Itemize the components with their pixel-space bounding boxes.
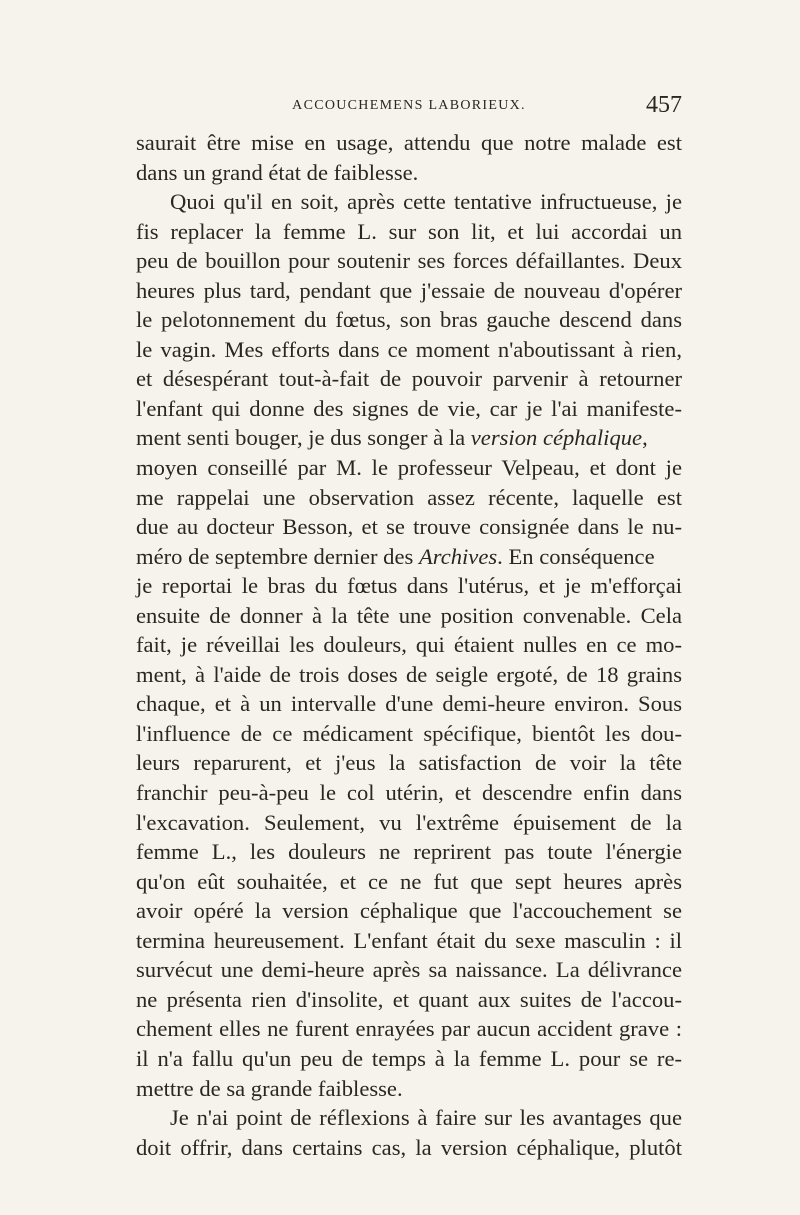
text-line: femme L., les douleurs ne reprirent pas toute l'énergie xyxy=(136,839,682,865)
text-line: l'enfant qui donne des signes de vie, car je l'ai manifeste- xyxy=(136,395,682,421)
text-line: leurs reparurent, et j'eus la satisfaction de voir la tête xyxy=(136,750,682,776)
text-line: dans un grand état de faiblesse. xyxy=(136,159,419,185)
text-line: ensuite de donner à la tête une position convenable. Cela xyxy=(136,602,682,628)
text-line: le pelotonnement du fœtus, son bras gauche descend dans xyxy=(136,307,682,333)
paragraph-2 xyxy=(136,187,682,1103)
paragraph-1 xyxy=(136,128,682,187)
text-line: fait, je réveillai les douleurs, qui étaient nulles en ce mo- xyxy=(136,632,682,658)
text-line: due au docteur Besson, et se trouve consignée dans le nu- xyxy=(136,514,682,540)
text-line: chement elles ne furent enrayées par aucun accident grave : xyxy=(136,1016,682,1042)
text-line: heures plus tard, pendant que j'essaie de nouveau d'opérer xyxy=(136,277,682,303)
text-line: peu de bouillon pour soutenir ses forces défaillantes. Deux xyxy=(136,248,682,274)
page-header xyxy=(136,92,682,126)
text-line: Quoi qu'il en soit, après cette tentative infructueuse, je xyxy=(170,189,682,215)
text-line: ne présenta rien d'insolite, et quant aux suites de l'accou- xyxy=(136,986,682,1012)
text-line: je reportai le bras du fœtus dans l'utérus, et je m'efforçai xyxy=(136,573,682,599)
text-line: moyen conseillé par M. le professeur Velpeau, et dont je xyxy=(136,455,682,481)
text-line: termina heureusement. L'enfant était du sexe masculin : il xyxy=(136,927,682,953)
text-line: avoir opéré la version céphalique que l'accouchement se xyxy=(136,898,682,924)
text-line: chaque, et à un intervalle d'une demi-heure environ. Sous xyxy=(136,691,682,717)
text-line: franchir peu-à-peu le col utérin, et descendre enfin dans xyxy=(136,780,682,806)
text-line: doit offrir, dans certains cas, la version céphalique, plutôt xyxy=(136,1134,682,1160)
text-fragment: . En conséquence xyxy=(497,543,655,569)
text-line-mixed xyxy=(136,423,682,453)
text-line-mixed xyxy=(136,542,682,572)
text-line: mettre de sa grande faiblesse. xyxy=(136,1075,403,1101)
text-fragment: méro de septembre dernier des xyxy=(136,543,419,569)
text-line: et désespérant tout-à-fait de pouvoir parvenir à retourner xyxy=(136,366,682,392)
paragraph-3 xyxy=(136,1103,682,1162)
text-line: il n'a fallu qu'un peu de temps à la femme L. pour se re- xyxy=(136,1045,682,1071)
text-fragment: , xyxy=(642,425,648,451)
text-line: Je n'ai point de réflexions à faire sur les avantages que xyxy=(170,1105,682,1131)
text-line: fis replacer la femme L. sur son lit, et lui accordai un xyxy=(136,218,682,244)
text-line: qu'on eût souhaitée, et ce ne fut que sept heures après xyxy=(136,868,682,894)
text-line: me rappelai une observation assez récente, laquelle est xyxy=(136,484,682,510)
text-fragment: ment senti bouger, je dus songer à la xyxy=(136,425,471,451)
text-line: le vagin. Mes efforts dans ce moment n'aboutissant à rien, xyxy=(136,336,682,362)
running-head: ACCOUCHEMENS LABORIEUX. xyxy=(292,98,526,113)
text-line: ment, à l'aide de trois doses de seigle ergoté, de 18 grains xyxy=(136,661,682,687)
text-line: survécut une demi-heure après sa naissance. La délivrance xyxy=(136,957,682,983)
italic-term: Archives xyxy=(418,543,498,569)
body-text xyxy=(136,128,682,1162)
text-line: saurait être mise en usage, attendu que notre malade est xyxy=(136,130,682,155)
italic-term: version céphalique xyxy=(470,425,643,451)
text-line: l'excavation. Seulement, vu l'extrême épuisement de la xyxy=(136,809,682,835)
text-line: l'influence de ce médicament spécifique, bientôt les dou- xyxy=(136,720,682,746)
page-number: 457 xyxy=(646,92,682,118)
